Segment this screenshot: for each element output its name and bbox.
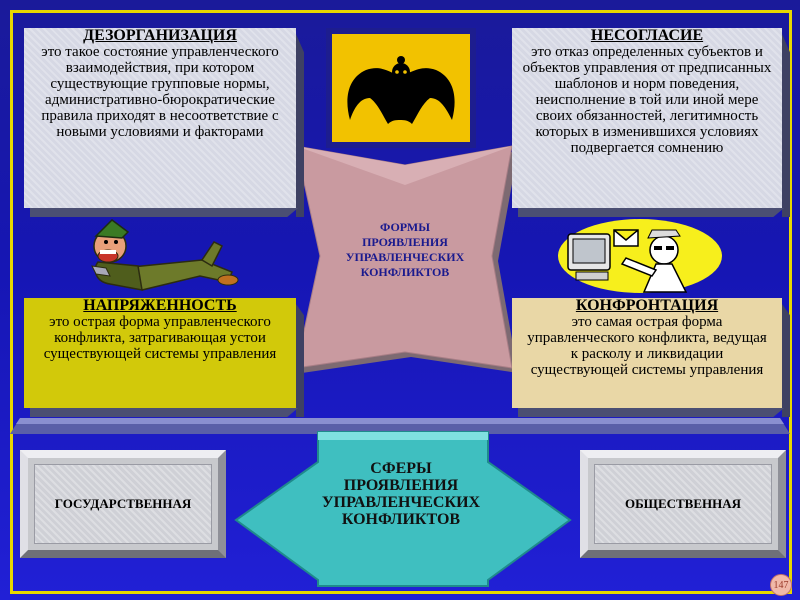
disagreement-card [512,28,782,208]
disorganization-card [24,28,296,208]
forms-title [330,220,480,280]
disorganization-text: это такое состояние управленческого взаимодействия, при котором существующие групповые нормы, административно-бюрократические правила приходят в несоответствие с новыми условиями и факторами [41,44,279,140]
disorganization-title: ДЕЗОРГАНИЗАЦИЯ [83,27,237,44]
forms-title-line: ФОРМЫ [380,220,430,234]
state-sphere-label: ГОСУДАРСТВЕННАЯ [34,464,212,544]
confrontation-text: это самая острая форма управленческого конфликта, ведущая к расколу и ликвидации существующей системы управления [527,314,767,378]
page-number-badge: 147 [770,574,792,596]
spheres-title-line: УПРАВЛЕНЧЕСКИХ [321,494,481,511]
spheres-title-line: ПРОЯВЛЕНИЯ [343,477,459,494]
confrontation-title: КОНФРОНТАЦИЯ [575,297,719,314]
public-sphere-box [580,450,786,558]
disagreement-text: это отказ определенных субъектов и объектов управления от предписанных шаблонов и норм поведения, неисполнение в той или иной мере своих обязанностей, легитимность которых в изменившихся условиях подвергается сомнению [522,44,772,156]
forms-title-line: УПРАВЛЕНЧЕСКИХ [345,250,465,264]
spheres-title-line: КОНФЛИКТОВ [341,511,461,528]
forms-title-line: КОНФЛИКТОВ [360,265,450,279]
tension-card [24,298,296,408]
spheres-title-line: СФЕРЫ [370,460,432,477]
state-sphere-box [20,450,226,558]
tension-text: это острая форма управленческого конфликта, затрагивающая устои существующей системы управления [43,314,277,362]
tension-title: НАПРЯЖЕННОСТЬ [83,297,237,314]
conflict-symbol-icon [326,28,476,148]
spheres-title [306,460,496,528]
forms-title-line: ПРОЯВЛЕНИЯ [362,235,448,249]
public-sphere-label: ОБЩЕСТВЕННАЯ [594,464,772,544]
disagreement-title: НЕСОГЛАСИЕ [590,27,704,44]
confrontation-card [512,298,782,408]
relaxed-man-icon [82,210,242,300]
computer-user-icon [556,218,724,298]
